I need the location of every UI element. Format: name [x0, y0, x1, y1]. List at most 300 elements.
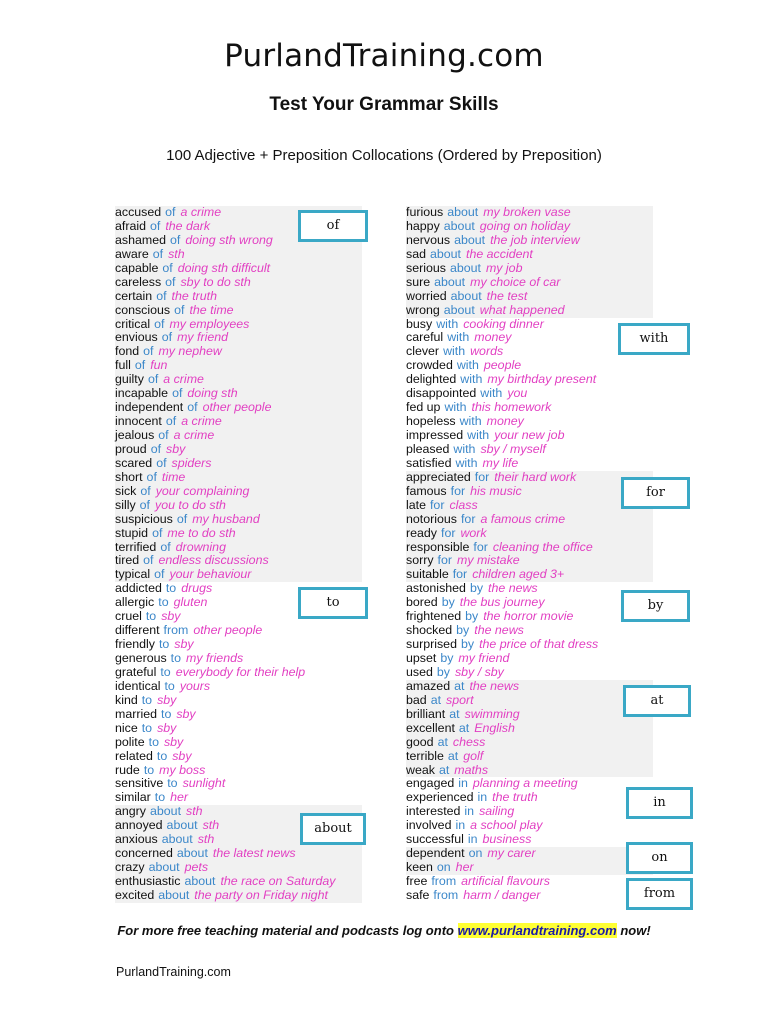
- example: the race on Saturday: [220, 874, 336, 888]
- example: words: [470, 344, 504, 359]
- preposition: in: [458, 776, 468, 791]
- collocation-row: [406, 610, 653, 624]
- example: my life: [482, 455, 519, 470]
- collocation-row: [406, 652, 653, 666]
- example: the test: [486, 288, 528, 303]
- example: harm / danger: [463, 887, 541, 902]
- adjective: responsible: [406, 539, 470, 554]
- example: the horror movie: [483, 609, 574, 624]
- preposition: with: [456, 358, 479, 373]
- adjective: careful: [406, 330, 444, 345]
- collocation-row: [115, 318, 362, 332]
- label-by: by: [621, 590, 690, 622]
- example: doing sth: [187, 386, 238, 401]
- example: the news: [488, 581, 538, 596]
- adjective: free: [406, 874, 428, 888]
- adjective: ready: [406, 525, 437, 540]
- preposition: for: [474, 469, 490, 484]
- preposition: with: [455, 455, 478, 470]
- adjective: ashamed: [115, 232, 166, 247]
- preposition: of: [152, 246, 164, 261]
- example: sby to do sth: [180, 274, 251, 289]
- example: a crime: [163, 372, 204, 387]
- collocation-group: [406, 875, 653, 903]
- example: sby / sby: [454, 664, 504, 679]
- collocation-group: [406, 680, 653, 778]
- site-title: PurlandTraining.com: [224, 38, 544, 74]
- preposition: of: [139, 497, 150, 512]
- collocation-row: [406, 554, 653, 568]
- adjective: innocent: [115, 414, 162, 429]
- collocation-row: [406, 694, 653, 708]
- preposition: to: [161, 706, 172, 721]
- preposition: of: [165, 274, 176, 289]
- collocation-row: [406, 736, 653, 750]
- collocation-row: [406, 485, 653, 499]
- example: drowning: [175, 539, 226, 554]
- example: the news: [474, 623, 524, 638]
- example: other people: [202, 400, 272, 415]
- adjective: critical: [115, 316, 151, 331]
- preposition: at: [454, 678, 465, 693]
- preposition: about: [429, 246, 461, 261]
- preposition: at: [437, 734, 448, 749]
- example: class: [449, 497, 478, 512]
- preposition: of: [154, 316, 165, 331]
- preposition: with: [447, 330, 470, 345]
- preposition: with: [444, 400, 467, 415]
- preposition: for: [429, 497, 445, 512]
- preposition: for: [473, 539, 488, 554]
- example: the time: [189, 302, 234, 317]
- collocation-row: [406, 889, 653, 903]
- collocation-row: [115, 276, 362, 290]
- footer-link[interactable]: www.purlandtraining.com: [457, 923, 617, 938]
- example: people: [483, 358, 522, 373]
- preposition: at: [430, 692, 442, 707]
- example: the truth: [492, 790, 538, 805]
- collocation-row: [406, 373, 653, 387]
- example: sailing: [479, 804, 515, 819]
- adjective: wrong: [406, 302, 440, 317]
- adjective: aware: [115, 246, 149, 261]
- example: my nephew: [158, 344, 222, 359]
- example: going on holiday: [479, 218, 571, 233]
- collocation-row: [406, 471, 653, 485]
- adjective: appreciated: [406, 469, 471, 484]
- adjective: used: [406, 664, 433, 679]
- collocation-row: [115, 652, 362, 666]
- collocation-row: [115, 680, 362, 694]
- preposition: to: [156, 748, 168, 763]
- adjective: jealous: [115, 428, 155, 442]
- collocation-row: [115, 875, 362, 889]
- preposition: to: [158, 595, 169, 610]
- label-from: from: [626, 878, 693, 910]
- example: my carer: [487, 846, 536, 861]
- collocation-row: [406, 318, 653, 332]
- example: swimming: [464, 706, 520, 721]
- example: his music: [470, 483, 522, 498]
- example: my choice of car: [470, 274, 561, 289]
- example: money: [474, 330, 512, 345]
- collocation-row: [115, 638, 362, 652]
- collocation-row: [115, 861, 362, 875]
- preposition: of: [156, 288, 167, 303]
- preposition: of: [143, 344, 154, 359]
- example: doing sth difficult: [177, 260, 271, 275]
- left-column: [115, 206, 362, 903]
- collocation-row: [406, 708, 653, 722]
- collocation-row: [406, 833, 653, 847]
- preposition: to: [141, 692, 153, 707]
- preposition: of: [165, 205, 176, 219]
- adjective: short: [115, 469, 143, 484]
- collocation-row: [406, 805, 653, 819]
- preposition: to: [141, 720, 153, 735]
- collocation-row: [406, 513, 653, 527]
- example: the truth: [171, 288, 218, 303]
- collocation-group: [406, 847, 653, 875]
- collocation-row: [115, 415, 362, 429]
- adjective: brilliant: [406, 706, 446, 721]
- collocation-row: [115, 262, 362, 276]
- label-to: to: [298, 587, 368, 619]
- preposition: for: [450, 483, 466, 498]
- example: gluten: [173, 595, 208, 610]
- preposition: about: [176, 846, 208, 861]
- collocation-row: [406, 582, 653, 596]
- preposition: with: [480, 386, 503, 401]
- adjective: sorry: [406, 553, 434, 568]
- adjective: independent: [115, 400, 184, 415]
- collocation-row: [406, 624, 653, 638]
- example: my boss: [159, 762, 206, 777]
- preposition: from: [163, 623, 189, 638]
- preposition: of: [147, 372, 159, 387]
- collocation-group: [406, 471, 653, 583]
- collocation-row: [115, 568, 362, 582]
- preposition: by: [441, 595, 455, 610]
- collocation-row: [406, 680, 653, 694]
- collocation-row: [115, 471, 362, 485]
- preposition: from: [433, 887, 459, 902]
- example: the dark: [165, 218, 211, 233]
- preposition: about: [148, 860, 180, 875]
- adjective: weak: [406, 762, 435, 777]
- label-in: in: [626, 787, 693, 819]
- adjective: late: [406, 497, 426, 512]
- preposition: to: [158, 637, 170, 652]
- example: your new job: [494, 428, 565, 442]
- example: maths: [454, 762, 489, 777]
- preposition: of: [161, 330, 173, 345]
- adjective: rude: [115, 762, 140, 777]
- example: sby: [166, 441, 186, 456]
- adjective: cruel: [115, 609, 142, 624]
- preposition: about: [158, 887, 190, 902]
- adjective: hopeless: [406, 414, 456, 429]
- right-column: [406, 206, 653, 903]
- example: sby: [163, 734, 184, 749]
- preposition: with: [467, 428, 490, 442]
- collocation-row: [115, 401, 362, 415]
- collocation-row: [406, 527, 653, 541]
- adjective: concerned: [115, 846, 173, 861]
- adjective: sad: [406, 246, 426, 261]
- collocation-row: [406, 819, 653, 833]
- preposition: with: [460, 372, 483, 387]
- collocation-row: [115, 736, 362, 750]
- adjective: pleased: [406, 441, 450, 456]
- adjective: engaged: [406, 776, 455, 791]
- collocation-row: [115, 764, 362, 778]
- collocation-row: [115, 777, 362, 791]
- collocation-row: [406, 638, 653, 652]
- label-at: at: [623, 685, 691, 717]
- adjective: proud: [115, 441, 147, 456]
- collocation-row: [115, 387, 362, 401]
- preposition: by: [440, 651, 454, 665]
- example: chess: [452, 734, 486, 749]
- example: my husband: [192, 511, 260, 526]
- preposition: of: [165, 414, 177, 429]
- collocation-row: [115, 304, 362, 318]
- adjective: enthusiastic: [115, 874, 181, 888]
- example: drugs: [181, 581, 213, 596]
- footer-note-prefix: For more free teaching material and podcasts log onto: [117, 923, 458, 938]
- example: a school play: [470, 818, 543, 833]
- adjective: terrible: [406, 748, 444, 763]
- collocation-row: [406, 359, 653, 373]
- preposition: about: [447, 205, 479, 219]
- example: the accident: [466, 246, 533, 261]
- collocation-row: [406, 596, 653, 610]
- adjective: suitable: [406, 567, 449, 582]
- collocation-row: [406, 847, 653, 861]
- collocation-row: [406, 666, 653, 680]
- adjective: disappointed: [406, 386, 477, 401]
- example: a famous crime: [480, 511, 566, 526]
- collocation-row: [406, 861, 653, 875]
- example: fun: [150, 358, 168, 373]
- example: her: [455, 860, 474, 875]
- preposition: for: [441, 525, 456, 540]
- adjective: anxious: [115, 832, 158, 847]
- collocation-row: [115, 457, 362, 471]
- adjective: experienced: [406, 790, 474, 805]
- collocation-row: [115, 554, 362, 568]
- preposition: to: [154, 790, 166, 805]
- adjective: surprised: [406, 637, 457, 652]
- collocation-row: [406, 791, 653, 805]
- example: my friends: [186, 651, 244, 665]
- adjective: famous: [406, 483, 447, 498]
- example: the bus journey: [459, 595, 545, 610]
- preposition: in: [477, 790, 488, 805]
- collocation-row: [406, 304, 653, 318]
- collocation-row: [115, 513, 362, 527]
- preposition: about: [454, 232, 486, 247]
- example: my mistake: [457, 553, 520, 568]
- adjective: upset: [406, 651, 437, 665]
- adjective: furious: [406, 205, 444, 219]
- collocation-row: [406, 387, 653, 401]
- collocation-row: [115, 248, 362, 262]
- preposition: about: [449, 260, 481, 275]
- example: sport: [446, 692, 474, 707]
- adjective: generous: [115, 651, 167, 665]
- adjective: clever: [406, 344, 440, 359]
- adjective: tired: [115, 553, 140, 568]
- adjective: crowded: [406, 358, 453, 373]
- collocation-row: [115, 359, 362, 373]
- example: me to do sth: [167, 525, 236, 540]
- adjective: similar: [115, 790, 151, 805]
- adjective: amazed: [406, 678, 451, 693]
- collocation-row: [406, 429, 653, 443]
- example: other people: [193, 623, 263, 638]
- adjective: kind: [115, 692, 138, 707]
- adjective: careless: [115, 274, 162, 289]
- footer-note: [0, 923, 768, 938]
- preposition: at: [458, 720, 470, 735]
- collocation-row: [406, 541, 653, 555]
- label-about: about: [300, 813, 366, 845]
- collocation-row: [406, 345, 653, 359]
- preposition: of: [156, 455, 167, 470]
- preposition: to: [143, 762, 155, 777]
- adjective: notorious: [406, 511, 457, 526]
- preposition: at: [438, 762, 450, 777]
- adjective: successful: [406, 832, 464, 847]
- example: sby / myself: [480, 441, 546, 456]
- collocation-row: [406, 234, 653, 248]
- preposition: with: [443, 344, 466, 359]
- example: a crime: [181, 414, 222, 429]
- adjective: satisfied: [406, 455, 452, 470]
- adjective: grateful: [115, 664, 157, 679]
- example: my birthday present: [487, 372, 597, 387]
- preposition: by: [469, 581, 484, 596]
- adjective: good: [406, 734, 434, 749]
- example: the job interview: [490, 232, 580, 247]
- preposition: with: [453, 441, 476, 456]
- collocation-row: [115, 345, 362, 359]
- adjective: excellent: [406, 720, 455, 735]
- adjective: bad: [406, 692, 427, 707]
- adjective: guilty: [115, 372, 144, 387]
- example: English: [474, 720, 515, 735]
- example: my friend: [458, 651, 510, 665]
- preposition: of: [150, 218, 161, 233]
- collocation-row: [115, 791, 362, 805]
- collocation-row: [406, 443, 653, 457]
- preposition: about: [166, 818, 198, 833]
- adjective: nervous: [406, 232, 451, 247]
- example: endless discussions: [158, 553, 269, 568]
- adjective: bored: [406, 595, 438, 610]
- preposition: on: [436, 860, 451, 875]
- collocation-row: [406, 750, 653, 764]
- preposition: of: [158, 428, 169, 442]
- example: sunlight: [182, 776, 226, 791]
- adjective: addicted: [115, 581, 162, 596]
- example: cleaning the office: [492, 539, 593, 554]
- adjective: allergic: [115, 595, 155, 610]
- preposition: by: [436, 664, 450, 679]
- adjective: related: [115, 748, 153, 763]
- collocation-row: [406, 875, 653, 889]
- adjective: certain: [115, 288, 153, 303]
- adjective: married: [115, 706, 157, 721]
- preposition: of: [152, 525, 163, 540]
- collocation-group: [406, 318, 653, 471]
- preposition: in: [464, 804, 475, 819]
- preposition: from: [431, 874, 457, 888]
- preposition: with: [459, 414, 482, 429]
- example: doing sth wrong: [185, 232, 273, 247]
- preposition: by: [465, 609, 479, 624]
- preposition: of: [154, 567, 165, 582]
- collocation-row: [115, 290, 362, 304]
- collocation-row: [406, 764, 653, 778]
- adjective: dependent: [406, 846, 465, 861]
- preposition: of: [150, 441, 162, 456]
- example: sby: [174, 637, 194, 652]
- adjective: suspicious: [115, 511, 173, 526]
- adjective: crazy: [115, 860, 145, 875]
- adjective: capable: [115, 260, 159, 275]
- collocation-row: [406, 248, 653, 262]
- example: sth: [186, 804, 203, 819]
- preposition: of: [134, 358, 146, 373]
- collocation-row: [115, 331, 362, 345]
- adjective: typical: [115, 567, 151, 582]
- adjective: sensitive: [115, 776, 164, 791]
- example: sby: [161, 609, 181, 624]
- preposition: about: [443, 302, 475, 317]
- example: the party on Friday night: [194, 887, 328, 902]
- adjective: stupid: [115, 525, 149, 540]
- preposition: in: [455, 818, 466, 833]
- adjective: terrified: [115, 539, 157, 554]
- example: my broken vase: [483, 205, 571, 219]
- example: pets: [184, 860, 209, 875]
- collocation-row: [406, 220, 653, 234]
- example: artificial flavours: [461, 874, 550, 888]
- preposition: to: [170, 651, 182, 665]
- example: sth: [168, 246, 185, 261]
- label-of: of: [298, 210, 368, 242]
- collocation-row: [115, 429, 362, 443]
- adjective: accused: [115, 205, 162, 219]
- preposition: with: [436, 316, 459, 331]
- adjective: safe: [406, 887, 430, 902]
- example: a crime: [180, 205, 222, 219]
- collocation-row: [406, 457, 653, 471]
- footer-note-suffix: now!: [616, 923, 651, 938]
- example: you: [507, 386, 528, 401]
- collocation-row: [406, 290, 653, 304]
- adjective: scared: [115, 455, 153, 470]
- adjective: friendly: [115, 637, 155, 652]
- collocation-row: [406, 206, 653, 220]
- preposition: to: [148, 734, 159, 749]
- collocation-group: [406, 777, 653, 847]
- adjective: envious: [115, 330, 158, 345]
- collocation-row: [115, 527, 362, 541]
